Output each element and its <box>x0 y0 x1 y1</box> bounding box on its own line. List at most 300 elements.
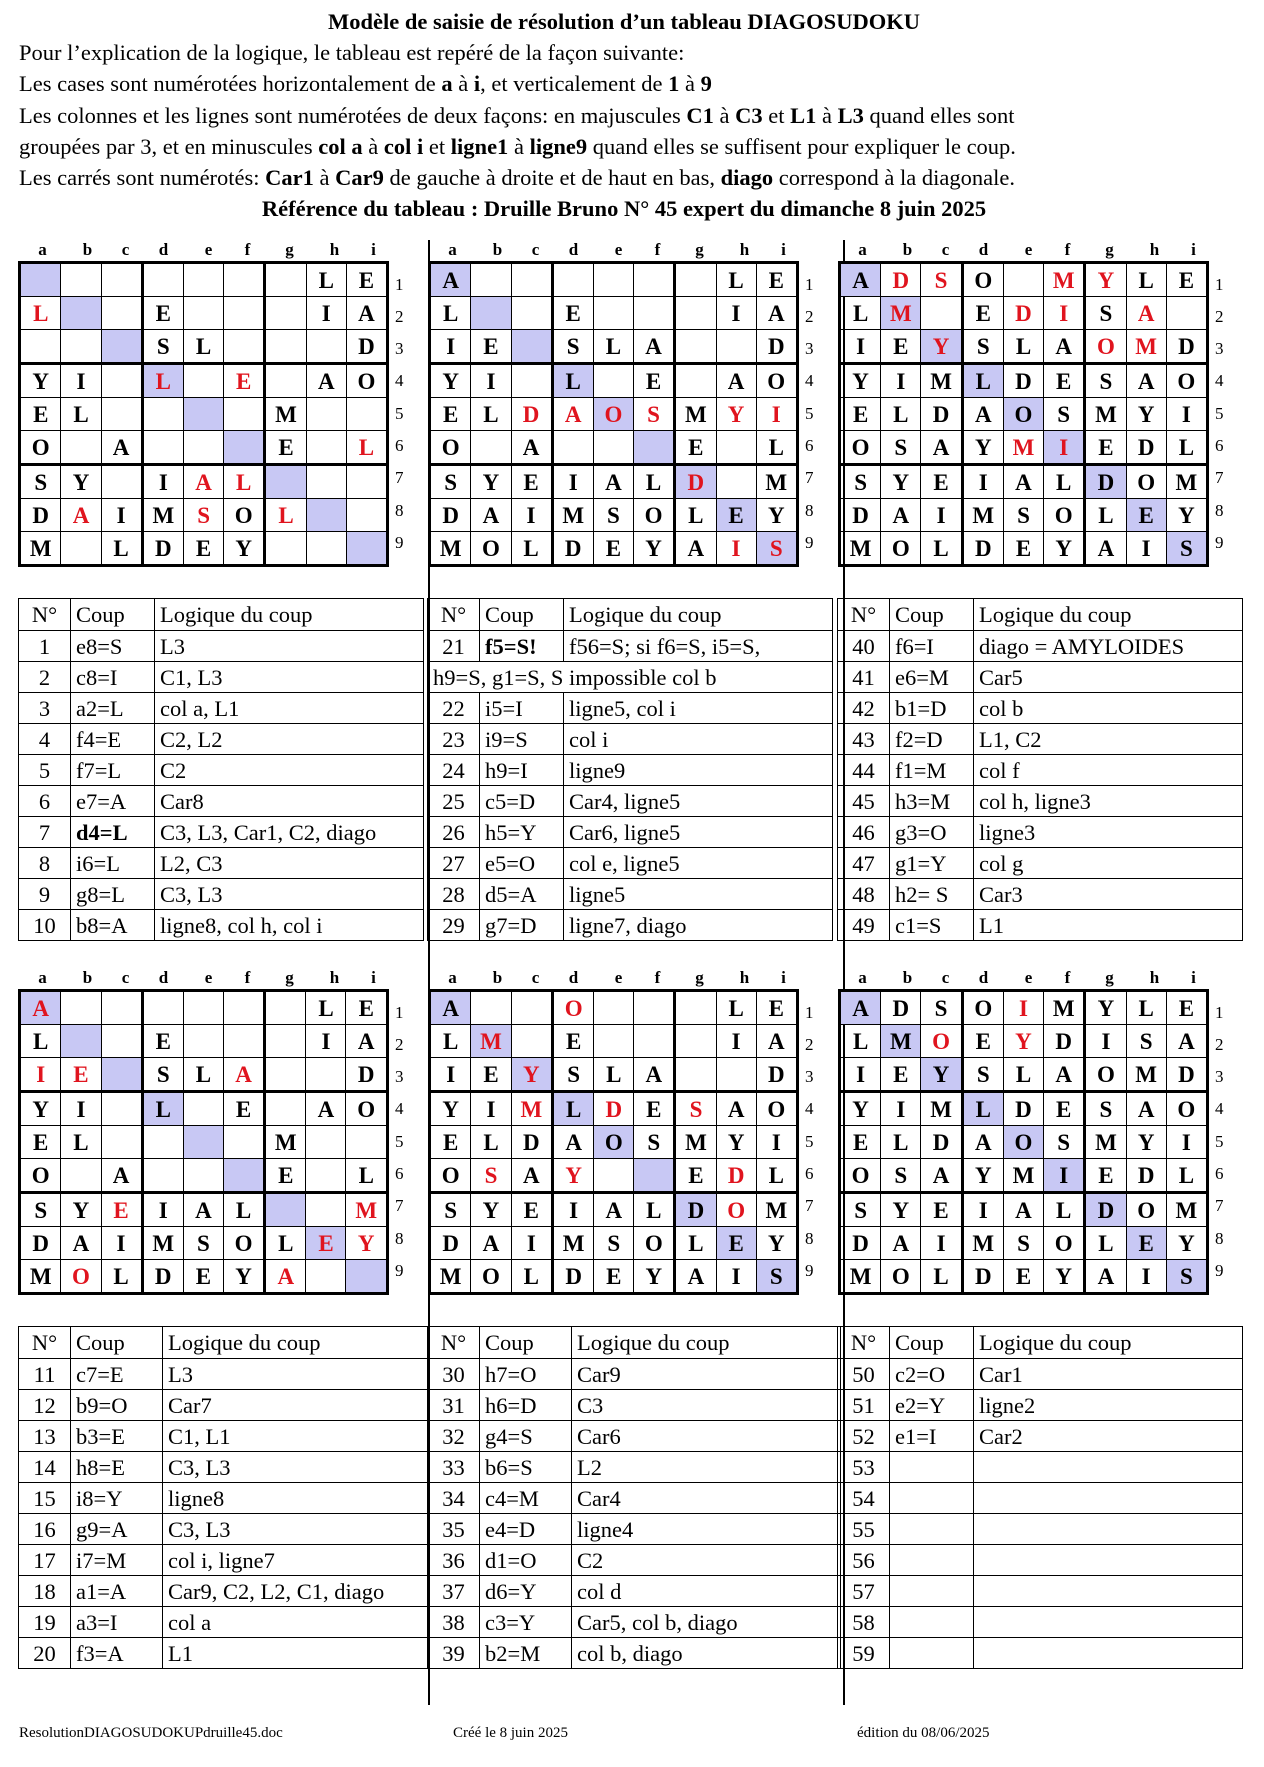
grid-cell-b5: L <box>61 398 101 431</box>
grid-cell-g4: S <box>675 1092 716 1126</box>
grid-cell-b3: E <box>881 330 921 364</box>
grid-row <box>430 1092 798 1126</box>
grid-cell-c6: A <box>101 431 142 465</box>
grid-cell-c5: D <box>921 1126 962 1159</box>
grid-cell-c5: D <box>511 398 552 431</box>
column-label: g <box>695 968 704 987</box>
grid-cell-e5: O <box>594 1126 634 1159</box>
row-label: 4 <box>1215 1099 1224 1118</box>
log-row <box>19 1359 429 1390</box>
grid-cell-h5: Y <box>1126 398 1166 431</box>
row-label: 9 <box>1215 1261 1224 1280</box>
grid-row <box>840 263 1208 297</box>
log-move: d5=A <box>480 879 564 910</box>
grid-cell-g7: D <box>1085 465 1126 499</box>
log-move: c5=D <box>480 786 564 817</box>
grid-cell-h4: A <box>306 364 346 398</box>
grid-cell-d3: S <box>552 1058 593 1092</box>
row-label: 5 <box>805 404 814 423</box>
grid-row <box>430 330 798 364</box>
grid-cell-i3: D <box>1166 330 1207 364</box>
grid-cell-i9 <box>346 532 387 566</box>
grid-cell-e8: S <box>1003 499 1043 532</box>
grid-cell-g5: M <box>1085 1126 1126 1159</box>
column-labels <box>838 240 1218 259</box>
grid-cell-c1 <box>511 991 552 1025</box>
column-label: d <box>978 240 989 259</box>
grid-row <box>430 263 798 297</box>
grid-cell-a6: O <box>430 1159 471 1193</box>
log-logic: Car4 <box>572 1483 841 1514</box>
grid-cell-g8: L <box>1085 1227 1126 1260</box>
grid-cell-b9: O <box>881 1260 921 1294</box>
grid-cell-i8: Y <box>1166 499 1207 532</box>
grid-cell-b6 <box>61 431 101 465</box>
grid-cell-f3: A <box>223 1058 264 1092</box>
grid-cell-h6: D <box>1126 1159 1166 1193</box>
row-labels <box>805 261 825 556</box>
log-move: h3=M <box>890 786 974 817</box>
grid-cell-e5 <box>183 1126 223 1159</box>
log-row <box>838 1452 1243 1483</box>
column-label: g <box>285 240 294 259</box>
log-logic: C1, L3 <box>155 662 424 693</box>
grid-cell-h4: A <box>306 1092 346 1126</box>
log-logic: C3, L3 <box>163 1514 429 1545</box>
log-row <box>838 1390 1243 1421</box>
grid-cell-a6: O <box>840 1159 881 1193</box>
column-label: b <box>82 240 93 259</box>
move-log-table-1 <box>18 598 424 941</box>
grid-cell-d3: S <box>962 330 1003 364</box>
grid-cell-a2: L <box>840 1025 881 1058</box>
row-label: 2 <box>395 1035 404 1054</box>
log-logic: Car1 <box>974 1359 1243 1390</box>
log-row <box>838 910 1243 941</box>
row-label: 7 <box>1215 1196 1224 1215</box>
column-label: h <box>329 968 340 987</box>
log-row <box>19 1390 429 1421</box>
log-number: 28 <box>428 879 480 910</box>
grid-row <box>430 364 798 398</box>
log-number: 46 <box>838 817 890 848</box>
log-number: 10 <box>19 910 71 941</box>
row-label: 1 <box>1215 1003 1224 1022</box>
log-row <box>428 1483 841 1514</box>
log-logic <box>974 1483 1243 1514</box>
row-label: 7 <box>395 468 404 487</box>
grid-cell-f1: M <box>1044 991 1085 1025</box>
grid-row <box>430 1193 798 1227</box>
grid-cell-f2: I <box>1044 297 1085 330</box>
log-row <box>19 1545 429 1576</box>
log-row <box>19 1607 429 1638</box>
log-number: 47 <box>838 848 890 879</box>
log-number: 26 <box>428 817 480 848</box>
grid-cell-i8: Y <box>346 1227 388 1260</box>
log-row <box>428 1421 841 1452</box>
grid-cell-f6 <box>634 431 675 465</box>
grid-cell-a6: O <box>840 431 881 465</box>
log-header-cell: Logique du coup <box>564 599 833 631</box>
grid-cell-d7: I <box>552 465 593 499</box>
grid-cell-i7: M <box>756 1193 797 1227</box>
grid-cell-g1: Y <box>1085 263 1126 297</box>
grid-cell-g9: A <box>265 1260 306 1294</box>
grid-row <box>840 499 1208 532</box>
grid-cell-g3: O <box>1085 330 1126 364</box>
grid-cell-h9: I <box>716 1260 756 1294</box>
log-header-row <box>838 599 1243 631</box>
grid-cell-c7 <box>101 465 142 499</box>
log-logic: L3 <box>155 631 424 662</box>
log-row <box>838 755 1243 786</box>
grid-cell-g1 <box>265 263 306 297</box>
column-label: b <box>82 968 93 987</box>
log-row <box>428 1607 841 1638</box>
grid-cell-i5 <box>346 1126 388 1159</box>
log-header-row <box>428 599 833 631</box>
column-label: d <box>158 240 169 259</box>
grid-cell-d2: E <box>552 297 593 330</box>
grid-cell-g5: M <box>675 398 716 431</box>
log-logic: f56=S; si f6=S, i5=S, <box>564 631 833 662</box>
column-label: e <box>204 968 213 987</box>
grid-cell-d2: E <box>962 297 1003 330</box>
log-move <box>890 1607 974 1638</box>
grid-cell-c2 <box>101 1025 142 1058</box>
grid-cell-c3 <box>101 1058 142 1092</box>
row-label: 9 <box>395 533 404 552</box>
grid-cell-h1: L <box>306 263 346 297</box>
grid-cell-c6: A <box>511 431 552 465</box>
grid-cell-b8: A <box>881 1227 921 1260</box>
grid-cell-i3: D <box>1166 1058 1207 1092</box>
log-move: h7=O <box>480 1359 572 1390</box>
column-label: f <box>1064 968 1071 987</box>
row-label: 1 <box>805 275 814 294</box>
log-move <box>890 1638 974 1669</box>
grid-row <box>20 398 388 431</box>
grid-cell-b3: E <box>61 1058 101 1092</box>
grid-cell-i9: S <box>756 532 798 566</box>
log-row <box>19 1576 429 1607</box>
log-number: 23 <box>428 724 480 755</box>
column-label: h <box>1149 240 1160 259</box>
log-number: 21 <box>428 631 480 662</box>
grid-row <box>840 297 1208 330</box>
log-number: 32 <box>428 1421 480 1452</box>
grid-cell-h3 <box>716 330 756 364</box>
grid-cell-c2: O <box>921 1025 962 1058</box>
log-header-cell: Logique du coup <box>155 599 424 631</box>
log-logic: col b, diago <box>572 1638 841 1669</box>
grid-cell-c6: A <box>511 1159 552 1193</box>
grid-cell-i3: D <box>346 1058 388 1092</box>
grid-cell-c7: E <box>921 1193 962 1227</box>
log-header-cell: Coup <box>480 1327 572 1359</box>
column-label: h <box>739 968 750 987</box>
row-label: 4 <box>395 371 404 390</box>
log-logic: C3, L3, Car1, C2, diago <box>155 817 424 848</box>
log-row <box>428 1638 841 1669</box>
move-log-table-2 <box>427 598 833 941</box>
grid-cell-c9: L <box>921 532 962 566</box>
grid-cell-a5: E <box>430 1126 471 1159</box>
log-logic: C3, L3 <box>163 1452 429 1483</box>
log-move: f7=L <box>71 755 155 786</box>
row-label: 2 <box>805 1035 814 1054</box>
grid-cell-e3: L <box>1003 330 1043 364</box>
log-number: 43 <box>838 724 890 755</box>
grid-cell-d2: E <box>142 1025 183 1058</box>
log-number: 58 <box>838 1607 890 1638</box>
log-logic: L3 <box>163 1359 429 1390</box>
log-row <box>838 724 1243 755</box>
grid-cell-h4: A <box>716 364 756 398</box>
move-log-table-4 <box>18 1326 429 1669</box>
grid-cell-c6: A <box>101 1159 142 1193</box>
grid-cell-g2 <box>675 297 716 330</box>
log-move: c4=M <box>480 1483 572 1514</box>
grid-cell-e9: E <box>1003 1260 1043 1294</box>
grid-cell-d8: M <box>552 499 593 532</box>
log-row <box>428 786 833 817</box>
row-label: 3 <box>805 1067 814 1086</box>
grid-row <box>840 1159 1208 1193</box>
grid-cell-c1 <box>511 263 552 297</box>
grid-cell-e1: I <box>1003 991 1043 1025</box>
grid-cell-c7: E <box>921 465 962 499</box>
grid-cell-d1: O <box>962 263 1003 297</box>
log-row <box>838 879 1243 910</box>
grid-cell-a9: M <box>840 1260 881 1294</box>
grid-cell-a8: D <box>430 499 471 532</box>
log-header-cell: Coup <box>71 599 155 631</box>
grid-cell-h2: A <box>1126 297 1166 330</box>
log-number: 42 <box>838 693 890 724</box>
grid-cell-f5: S <box>634 1126 675 1159</box>
grid-cell-d7: I <box>552 1193 593 1227</box>
row-label: 1 <box>805 1003 814 1022</box>
grid-cell-g6: E <box>1085 1159 1126 1193</box>
log-logic: col f <box>974 755 1243 786</box>
move-log-table-5 <box>427 1326 841 1669</box>
grid-cell-g7 <box>265 1193 306 1227</box>
grid-cell-c9: L <box>101 1260 142 1294</box>
grid-cell-d9: D <box>962 1260 1003 1294</box>
grid-cell-i2: A <box>756 297 798 330</box>
grid-cell-f6 <box>224 431 265 465</box>
grid-cell-e2 <box>594 1025 634 1058</box>
puzzle-reference: Référence du tableau : Druille Bruno N° 45 expert du dimanche 8 juin 2025 <box>261 196 987 222</box>
grid-cell-d4: L <box>552 1092 593 1126</box>
row-labels <box>1215 261 1235 556</box>
grid-cell-f9: Y <box>634 532 675 566</box>
row-label: 9 <box>395 1261 404 1280</box>
grid-cell-a2: L <box>20 297 61 330</box>
row-label: 3 <box>395 339 404 358</box>
grid-cell-g4 <box>265 1092 306 1126</box>
grid-cell-g4: S <box>1085 1092 1126 1126</box>
grid-cell-g2: S <box>1085 297 1126 330</box>
grid-cell-h7: O <box>716 1193 756 1227</box>
log-logic: col i <box>564 724 833 755</box>
grid-cell-e3: L <box>594 1058 634 1092</box>
column-labels <box>838 968 1218 987</box>
grid-cell-a2: L <box>430 297 471 330</box>
log-row <box>428 693 833 724</box>
grid-cell-a3: I <box>430 1058 471 1092</box>
log-move: a3=I <box>71 1607 163 1638</box>
grid-cell-b8: A <box>471 1227 511 1260</box>
log-number: 3 <box>19 693 71 724</box>
grid-cell-i8: Y <box>1166 1227 1207 1260</box>
grid-cell-h7 <box>306 1193 346 1227</box>
grid-cell-d8: M <box>142 1227 183 1260</box>
log-move: g7=D <box>480 910 564 941</box>
grid-cell-a2: L <box>430 1025 471 1058</box>
log-row <box>428 1576 841 1607</box>
grid-cell-a8: D <box>430 1227 471 1260</box>
grid-cell-i5: I <box>1166 1126 1207 1159</box>
grid-cell-d3: S <box>552 330 593 364</box>
row-label: 2 <box>1215 307 1224 326</box>
grid-cell-d6 <box>142 431 183 465</box>
log-number: 48 <box>838 879 890 910</box>
grid-cell-h3 <box>716 1058 756 1092</box>
log-row <box>428 662 833 693</box>
column-label: h <box>739 240 750 259</box>
grid-cell-d1 <box>142 991 183 1025</box>
log-number: 55 <box>838 1514 890 1545</box>
log-move: e8=S <box>71 631 155 662</box>
column-label: b <box>492 240 503 259</box>
grid-cell-b2 <box>61 297 101 330</box>
log-header-cell: Coup <box>890 599 974 631</box>
log-move: i7=M <box>71 1545 163 1576</box>
grid-row <box>20 364 388 398</box>
grid-cell-c5 <box>101 1126 142 1159</box>
log-row <box>838 848 1243 879</box>
grid-cell-c5: D <box>921 398 962 431</box>
row-label: 4 <box>1215 371 1224 390</box>
log-logic: C2 <box>155 755 424 786</box>
grid-cell-a7: S <box>20 1193 61 1227</box>
grid-cell-d7: I <box>142 1193 183 1227</box>
grid-cell-a4: Y <box>20 364 61 398</box>
row-label: 7 <box>395 1196 404 1215</box>
grid-cell-f8: O <box>223 1227 264 1260</box>
row-label: 8 <box>395 1229 404 1248</box>
grid-cell-a5: E <box>840 398 881 431</box>
log-move: f4=E <box>71 724 155 755</box>
grid-cell-e4 <box>183 1092 223 1126</box>
log-header-cell: N° <box>19 1327 71 1359</box>
grid-cell-b2 <box>61 1025 101 1058</box>
grid-cell-f6 <box>634 1159 675 1193</box>
grid-cell-d9: D <box>962 532 1003 566</box>
column-label: f <box>654 968 661 987</box>
grid-cell-d7: I <box>962 465 1003 499</box>
log-row <box>19 631 424 662</box>
grid-cell-b5: L <box>881 398 921 431</box>
grid-cell-a9: M <box>430 1260 471 1294</box>
grid-cell-d6 <box>552 431 593 465</box>
grid-cell-f9: Y <box>1044 1260 1085 1294</box>
log-number: 30 <box>428 1359 480 1390</box>
grid-cell-i7 <box>346 465 387 499</box>
grid-cell-f9: Y <box>223 1260 264 1294</box>
column-label: f <box>244 968 251 987</box>
grid-cell-d9: D <box>552 1260 593 1294</box>
log-move: c8=I <box>71 662 155 693</box>
grid-cell-d8: M <box>552 1227 593 1260</box>
grid-cell-c4: M <box>511 1092 552 1126</box>
column-label: e <box>1024 968 1033 987</box>
grid-cell-h6: D <box>716 1159 756 1193</box>
header <box>19 6 1229 224</box>
grid-cell-i6: L <box>756 431 798 465</box>
grid-cell-g8: L <box>265 1227 306 1260</box>
grid-cell-e9: E <box>1003 532 1043 566</box>
row-label: 7 <box>1215 468 1224 487</box>
log-number: 45 <box>838 786 890 817</box>
row-label: 4 <box>395 1099 404 1118</box>
grid-row <box>20 1025 388 1058</box>
grid-cell-i6: L <box>756 1159 797 1193</box>
grid-cell-b7: Y <box>881 465 921 499</box>
grid-cell-c7: E <box>101 1193 142 1227</box>
log-number: 7 <box>19 817 71 848</box>
log-number: 29 <box>428 910 480 941</box>
log-move: g3=O <box>890 817 974 848</box>
log-move: e7=A <box>71 786 155 817</box>
column-label: b <box>902 240 913 259</box>
grid-cell-d5 <box>142 1126 183 1159</box>
grid-cell-h2: I <box>716 297 756 330</box>
grid-row <box>20 1126 388 1159</box>
column-label: i <box>371 240 376 259</box>
grid-cell-i5 <box>346 398 387 431</box>
column-label: c <box>531 240 540 259</box>
log-number: 51 <box>838 1390 890 1421</box>
log-logic: h9=S, g1=S, S impossible col b <box>428 662 833 693</box>
grid-row <box>20 330 388 364</box>
sudoku-grid <box>18 989 389 1295</box>
grid-cell-b3 <box>61 330 101 364</box>
column-label: h <box>1149 968 1160 987</box>
grid-cell-h2: I <box>306 297 346 330</box>
row-label: 8 <box>395 501 404 520</box>
grid-cell-f8: O <box>634 1227 675 1260</box>
grid-cell-g6: E <box>265 431 306 465</box>
grid-cell-c8: I <box>921 1227 962 1260</box>
log-logic: Car9, C2, L2, C1, diago <box>163 1576 429 1607</box>
grid-cell-c8: I <box>101 499 142 532</box>
intro-line-5: Les carrés sont numérotés: Car1 à Car9 de gauche à droite et de haut en bas, diago correspond à la diagonale. <box>19 165 1015 191</box>
grid-cell-c6: A <box>921 1159 962 1193</box>
log-number: 34 <box>428 1483 480 1514</box>
log-logic: col d <box>572 1576 841 1607</box>
grid-cell-e3: L <box>184 330 224 364</box>
row-labels <box>1215 989 1235 1284</box>
grid-row <box>840 1092 1208 1126</box>
log-logic: C2 <box>572 1545 841 1576</box>
log-move: c7=E <box>71 1359 163 1390</box>
row-label: 6 <box>1215 436 1224 455</box>
log-row <box>838 662 1243 693</box>
